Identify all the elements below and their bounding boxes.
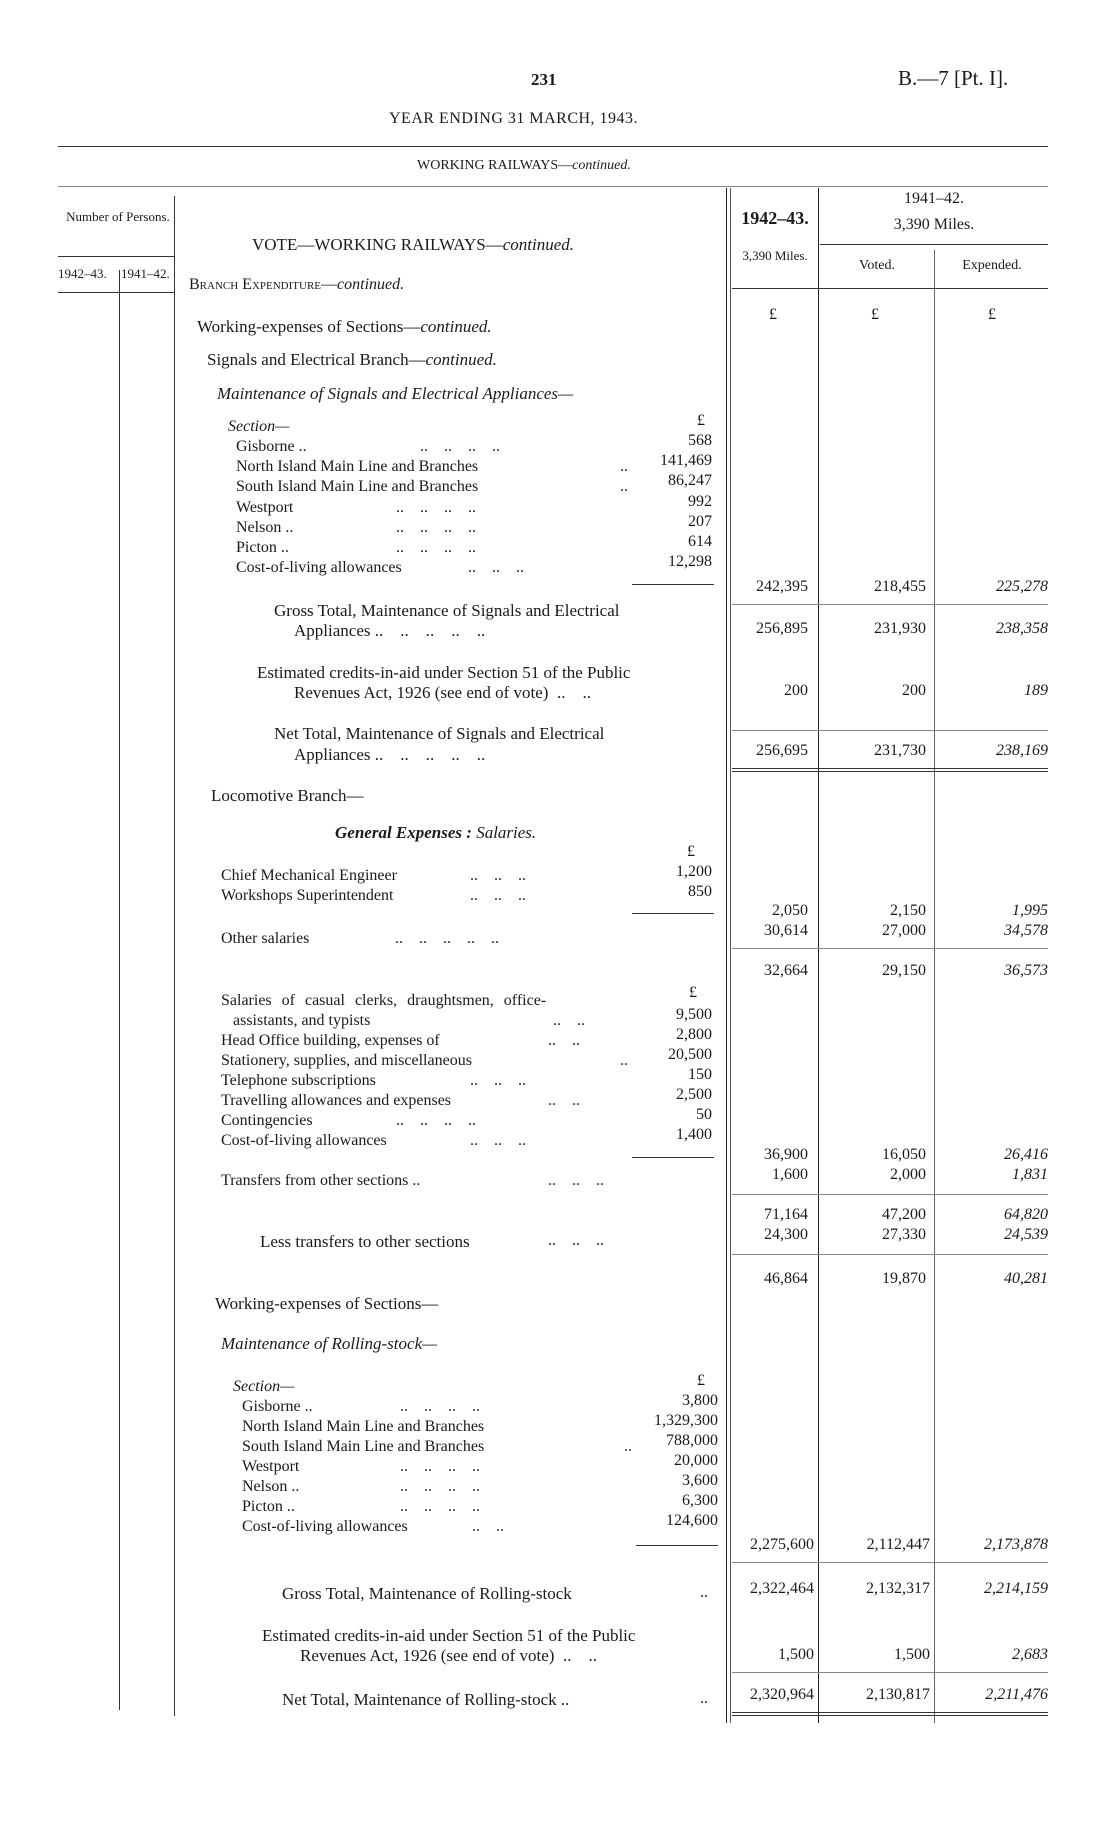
loco-expenses-rule	[632, 1157, 714, 1158]
net-voted: 2,130,817	[866, 1686, 930, 1703]
rolling-heading: Maintenance of Rolling-stock—	[221, 1334, 438, 1353]
item-dots: .. .. .. ..	[396, 519, 476, 536]
subtotal-expended: 26,416	[1004, 1146, 1048, 1163]
item-label: Travelling allowances and expenses	[221, 1092, 452, 1109]
item-amount: 86,247	[668, 472, 712, 489]
item-amount: 50	[696, 1106, 712, 1123]
gross-expended: 238,358	[996, 620, 1048, 637]
item-amount: 568	[688, 432, 712, 449]
signals-maintenance-heading: Maintenance of Signals and Electrical Appliances—	[217, 384, 574, 403]
section-heading-text: WORKING RAILWAYS—	[417, 158, 573, 173]
item-label: South Island Main Line and Branches	[242, 1438, 485, 1455]
item-label: Westport	[242, 1458, 300, 1475]
header-rule	[58, 146, 1048, 147]
signals-net-rule-2	[732, 771, 1048, 772]
item-label: Stationery, supplies, and miscellaneous	[221, 1052, 472, 1069]
document-reference: B.—7 [Pt. I].	[898, 66, 1009, 90]
net-general-expended: 40,281	[1004, 1270, 1048, 1287]
item-label: South Island Main Line and Branches	[236, 478, 479, 495]
gross-dots: ..	[700, 1584, 708, 1601]
item-amount: 124,600	[666, 1512, 718, 1529]
rolling-credits-label-1: Estimated credits-in-aid under Section 51 of the Public	[262, 1626, 636, 1645]
credits-voted: 1,500	[894, 1646, 930, 1663]
signals-net-label-1: Net Total, Maintenance of Signals and Electrical	[274, 724, 605, 743]
signals-branch-heading	[207, 350, 497, 370]
signals-subtotal-rule	[732, 604, 1048, 605]
persons-header-rule	[58, 256, 174, 257]
signals-credits-label-1: Estimated credits-in-aid under Section 51 of the Public	[257, 663, 631, 682]
signals-gross-label-2: Appliances .. .. .. .. ..	[294, 621, 486, 640]
loco-salary-rule	[632, 913, 714, 914]
item-dots: .. .. .. ..	[420, 438, 500, 455]
item-dots: .. .. ..	[470, 1132, 526, 1149]
signals-items-rule	[632, 584, 714, 585]
rolling-working-expenses: Working-expenses of Sections—	[215, 1294, 439, 1313]
current-year-left-border-inner	[730, 188, 731, 1723]
item-label: Westport	[236, 499, 294, 516]
loco-salaries-label: Salaries.	[476, 823, 537, 842]
subtotal-voted: 2,150	[890, 902, 926, 919]
transfers-from-label: Transfers from other sections ..	[221, 1172, 421, 1189]
signals-currency: £	[697, 412, 705, 429]
loco-less-rule	[732, 1254, 1048, 1255]
signals-credits-rule	[732, 730, 1048, 731]
less-transfers-expended: 24,539	[1004, 1226, 1048, 1243]
subtotal-expended: 1,995	[1012, 902, 1048, 919]
item-amount: 1,200	[676, 863, 712, 880]
rolling-credits-rule	[732, 1672, 1048, 1673]
prior-miles: 3,390 Miles.	[893, 216, 975, 233]
item-amount: 1,329,300	[654, 1412, 718, 1429]
table-top-rule	[58, 186, 1048, 187]
other-salaries-label: Other salaries	[221, 930, 310, 947]
transfers-from-current: 1,600	[772, 1166, 808, 1183]
branch-heading-text: Branch Expenditure—	[189, 276, 338, 293]
vote-title-text: VOTE—WORKING RAILWAYS—	[252, 235, 503, 254]
item-amount: 3,800	[682, 1392, 718, 1409]
page-number: 231	[531, 70, 557, 89]
voted-header: Voted.	[859, 258, 895, 273]
total-voted: 47,200	[882, 1206, 926, 1223]
working-expenses-heading	[197, 317, 492, 337]
persons-year-prior: 1941–42.	[121, 266, 170, 281]
subtotal-current: 2,050	[772, 902, 808, 919]
other-salaries-current: 30,614	[764, 922, 808, 939]
net-current: 256,695	[756, 742, 808, 759]
item-label: North Island Main Line and Branches	[236, 458, 479, 475]
prior-year-header: 1941–42.	[904, 190, 964, 207]
item-label: North Island Main Line and Branches	[242, 1418, 485, 1435]
item-amount: 6,300	[682, 1492, 718, 1509]
item-label: Gisborne ..	[242, 1398, 313, 1415]
gross-current: 2,322,464	[750, 1580, 814, 1597]
item-dots: .. .. .. ..	[396, 539, 476, 556]
item-dots: .. .. .. ..	[400, 1478, 480, 1495]
item-amount: 20,000	[674, 1452, 718, 1469]
net-voted: 231,730	[874, 742, 926, 759]
item-dots: .. .. .. ..	[400, 1398, 480, 1415]
net-general-current: 46,864	[764, 1270, 808, 1287]
item-dots: .. .. .. ..	[396, 499, 476, 516]
signals-section-label: Section—	[228, 418, 290, 435]
item-label: Cost-of-living allowances	[242, 1518, 408, 1535]
gross-label: Gross Total, Maintenance of Rolling-stock	[282, 1584, 572, 1603]
item-dots: .. .. .. ..	[400, 1498, 480, 1515]
persons-year-rule	[58, 292, 174, 293]
current-year-left-border	[726, 188, 727, 1723]
vote-title	[252, 235, 574, 255]
gross-expended: 2,214,159	[984, 1580, 1048, 1597]
item-dots: .. ..	[548, 1092, 580, 1109]
section-heading-suffix: continued.	[572, 158, 631, 173]
loco-salaries-currency: £	[687, 843, 695, 860]
subtotal-current: 36,900	[764, 1146, 808, 1163]
voted-left-border	[818, 188, 819, 1723]
item-label: Cost-of-living allowances	[221, 1132, 387, 1149]
net-current: 2,320,964	[750, 1686, 814, 1703]
item-dots: ..	[620, 478, 628, 495]
rolling-items-rule	[636, 1545, 718, 1546]
signals-net-rule-1	[732, 768, 1048, 769]
item-label: Picton ..	[236, 539, 289, 556]
item-amount: 20,500	[668, 1046, 712, 1063]
item-label: Cost-of-living allowances	[236, 559, 402, 576]
item-dots: .. .. ..	[470, 867, 526, 884]
item-amount: 3,600	[682, 1472, 718, 1489]
other-salaries-expended: 34,578	[1004, 922, 1048, 939]
subtotal-current: 242,395	[756, 578, 808, 595]
subtotal-voted: 218,455	[874, 578, 926, 595]
loco-salary-total-rule	[732, 948, 1048, 949]
rolling-subtotal-rule	[732, 1562, 1048, 1563]
item-label: Workshops Superintendent	[221, 887, 394, 904]
signals-net-label-2: Appliances .. .. .. .. ..	[294, 745, 486, 764]
item-dots: .. .. ..	[470, 887, 526, 904]
less-transfers-label: Less transfers to other sections	[260, 1232, 470, 1251]
working-expenses-suffix: continued.	[420, 317, 492, 336]
transfers-from-dots: .. .. ..	[548, 1172, 604, 1189]
credits-current: 200	[784, 682, 808, 699]
item-amount: 614	[688, 533, 712, 550]
transfers-from-expended: 1,831	[1012, 1166, 1048, 1183]
expended-left-border	[934, 250, 935, 1723]
currency-current: £	[769, 306, 777, 323]
credits-current: 1,500	[778, 1646, 814, 1663]
prior-year-rule	[820, 244, 1048, 245]
signals-credits-label-2: Revenues Act, 1926 (see end of vote) .. ..	[294, 683, 591, 702]
item-label: Salaries of casual clerks, draughtsmen, office-	[221, 992, 547, 1009]
signals-branch-suffix: continued.	[425, 350, 497, 369]
currency-voted: £	[871, 306, 879, 323]
loco-transfers-rule	[732, 1194, 1048, 1195]
net-label: Net Total, Maintenance of Rolling-stock ..	[282, 1690, 570, 1709]
salaries-total-expended: 36,573	[1004, 962, 1048, 979]
item-amount: 850	[688, 883, 712, 900]
branch-heading-suffix: continued.	[337, 276, 405, 293]
gross-voted: 231,930	[874, 620, 926, 637]
item-amount: 207	[688, 513, 712, 530]
transfers-from-voted: 2,000	[890, 1166, 926, 1183]
item-dots: .. .. .. ..	[396, 1112, 476, 1129]
total-current: 71,164	[764, 1206, 808, 1223]
persons-year-current: 1942–43.	[58, 266, 107, 281]
persons-header: Number of Persons.	[66, 209, 170, 224]
item-amount: 788,000	[666, 1432, 718, 1449]
less-transfers-voted: 27,330	[882, 1226, 926, 1243]
currency-expended: £	[988, 306, 996, 323]
loco-general-label: General Expenses :	[335, 823, 472, 842]
other-salaries-dots: .. .. .. .. ..	[395, 930, 499, 947]
column-header-rule	[732, 288, 1048, 289]
subtotal-expended: 2,173,878	[984, 1536, 1048, 1553]
current-year-header: 1942–43.	[741, 208, 809, 228]
rolling-net-rule-2	[732, 1715, 1048, 1716]
net-general-voted: 19,870	[882, 1270, 926, 1287]
item-amount: 12,298	[668, 553, 712, 570]
item-label: Contingencies	[221, 1112, 313, 1129]
item-label: Telephone subscriptions	[221, 1072, 376, 1089]
rolling-currency: £	[697, 1372, 705, 1389]
item-dots: .. ..	[553, 1012, 585, 1029]
rolling-net-rule-1	[732, 1712, 1048, 1713]
item-label: Gisborne ..	[236, 438, 307, 455]
item-label: Nelson ..	[242, 1478, 300, 1495]
item-dots: .. .. ..	[468, 559, 524, 576]
net-dots: ..	[700, 1690, 708, 1707]
item-label: assistants, and typists	[221, 1012, 371, 1029]
total-expended: 64,820	[1004, 1206, 1048, 1223]
item-dots: ..	[624, 1438, 632, 1455]
signals-gross-label-1: Gross Total, Maintenance of Signals and Electrical	[274, 601, 620, 620]
less-transfers-dots: .. .. ..	[548, 1232, 604, 1249]
item-amount: 992	[688, 493, 712, 510]
gross-current: 256,895	[756, 620, 808, 637]
item-amount: 2,500	[676, 1086, 712, 1103]
branch-heading	[189, 276, 404, 294]
item-dots: .. ..	[548, 1032, 580, 1049]
item-amount: 141,469	[660, 452, 712, 469]
vote-title-suffix: continued.	[502, 235, 575, 254]
signals-branch-text: Signals and Electrical Branch—	[207, 350, 426, 369]
item-dots: ..	[620, 1052, 628, 1069]
net-expended: 2,211,476	[985, 1686, 1048, 1703]
credits-expended: 189	[1024, 682, 1048, 699]
loco-expenses-currency: £	[689, 984, 697, 1001]
working-expenses-text: Working-expenses of Sections—	[197, 317, 421, 336]
item-label: Nelson ..	[236, 519, 294, 536]
item-label: Chief Mechanical Engineer	[221, 867, 397, 884]
item-amount: 2,800	[676, 1026, 712, 1043]
subtotal-voted: 2,112,447	[866, 1536, 930, 1553]
year-heading: YEAR ENDING 31 MARCH, 1943.	[389, 110, 639, 127]
item-amount: 150	[688, 1066, 712, 1083]
rolling-credits-label-2: Revenues Act, 1926 (see end of vote) .. ..	[300, 1646, 597, 1665]
persons-right-border	[174, 196, 175, 1716]
subtotal-voted: 16,050	[882, 1146, 926, 1163]
credits-expended: 2,683	[1012, 1646, 1048, 1663]
less-transfers-current: 24,300	[764, 1226, 808, 1243]
other-salaries-voted: 27,000	[882, 922, 926, 939]
item-amount: 9,500	[676, 1006, 712, 1023]
item-dots: .. .. ..	[470, 1072, 526, 1089]
subtotal-expended: 225,278	[996, 578, 1048, 595]
item-label: Picton ..	[242, 1498, 295, 1515]
item-amount: 1,400	[676, 1126, 712, 1143]
item-label: Head Office building, expenses of	[221, 1032, 440, 1049]
salaries-total-voted: 29,150	[882, 962, 926, 979]
gross-voted: 2,132,317	[866, 1580, 930, 1597]
expended-header: Expended.	[962, 258, 1022, 273]
persons-divider	[119, 270, 120, 1710]
credits-voted: 200	[902, 682, 926, 699]
current-miles: 3,390 Miles.	[742, 248, 808, 263]
item-dots: .. ..	[472, 1518, 504, 1535]
salaries-total-current: 32,664	[764, 962, 808, 979]
loco-heading: Locomotive Branch—	[211, 786, 364, 805]
subtotal-current: 2,275,600	[750, 1536, 814, 1553]
section-heading	[417, 158, 631, 174]
rolling-section-label: Section—	[233, 1378, 295, 1395]
item-dots: ..	[620, 458, 628, 475]
net-expended: 238,169	[996, 742, 1048, 759]
loco-general-expenses	[335, 823, 536, 843]
item-dots: .. .. .. ..	[400, 1458, 480, 1475]
